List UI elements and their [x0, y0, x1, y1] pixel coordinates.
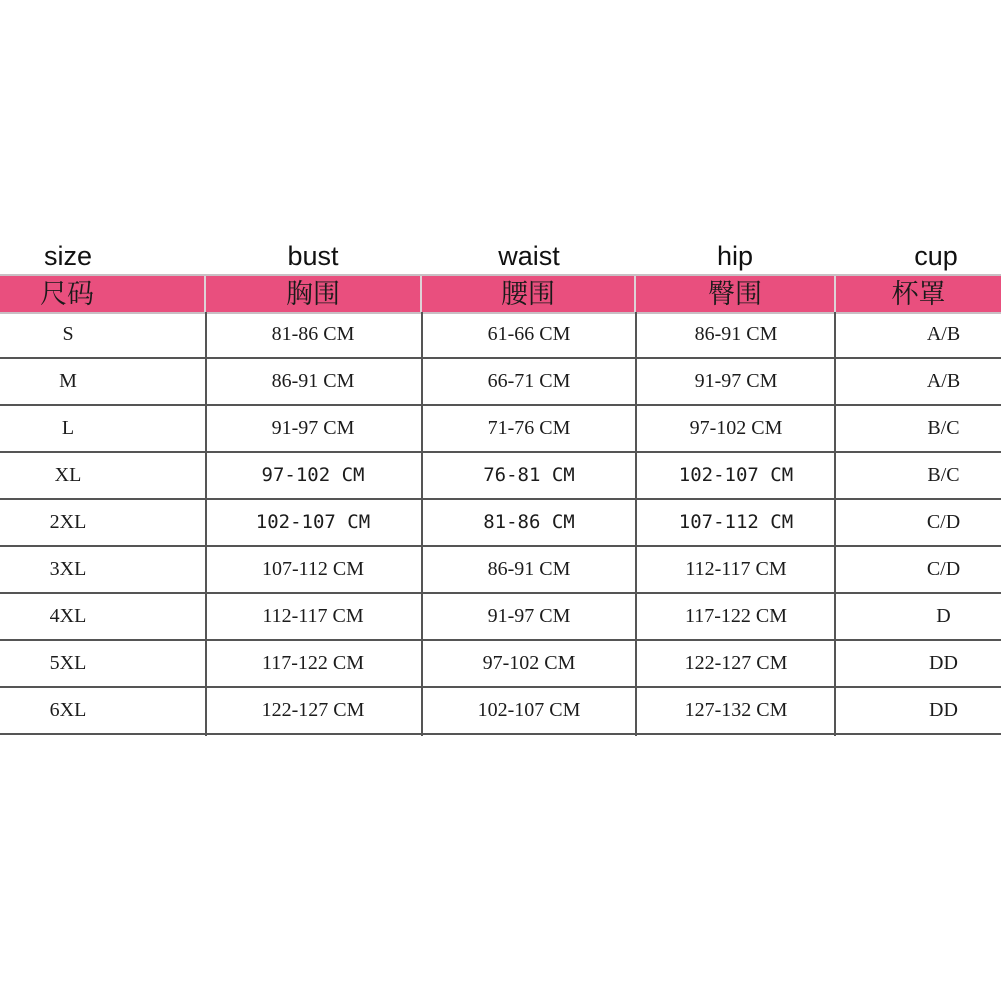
header-hip: hip [716, 241, 754, 271]
cell-bust: 107-112 CM [261, 558, 365, 580]
header-cn-cup: 杯罩 [891, 279, 946, 310]
header-cn-bust: 胸围 [206, 276, 422, 312]
column-divider [635, 312, 637, 736]
table-row [0, 594, 1001, 641]
cell-size: 2XL [49, 511, 87, 533]
cell-hip: 122-127 CM [684, 652, 788, 674]
cell-waist: 71-76 CM [487, 417, 571, 439]
column-divider [834, 312, 836, 736]
cell-hip: 112-117 CM [685, 558, 787, 580]
cell-hip: 127-132 CM [684, 699, 788, 721]
table-row [0, 641, 1001, 688]
cell-size: M [59, 370, 77, 392]
header-cn-hip: 臀围 [636, 276, 836, 312]
cell-bust: 117-122 CM [261, 652, 365, 674]
cell-cup: C/D [926, 511, 961, 533]
cell-hip: 86-91 CM [694, 323, 778, 345]
table-row [0, 312, 1001, 359]
cell-bust: 97-102 CM [261, 464, 365, 486]
cell-hip: 91-97 CM [694, 370, 778, 392]
cell-cup: B/C [927, 417, 960, 439]
cell-hip: 107-112 CM [678, 511, 794, 533]
cell-size: 3XL [49, 558, 87, 580]
cell-bust: 86-91 CM [271, 370, 355, 392]
cell-cup: A/B [926, 323, 961, 345]
table-row [0, 453, 1001, 500]
cell-waist: 91-97 CM [487, 605, 571, 627]
cell-waist: 102-107 CM [477, 699, 581, 721]
cell-bust: 91-97 CM [271, 417, 355, 439]
table-row [0, 359, 1001, 406]
cell-hip: 97-102 CM [689, 417, 783, 439]
cell-size: S [62, 323, 74, 345]
cell-waist: 81-86 CM [483, 511, 575, 533]
cell-size: L [61, 417, 75, 439]
cell-cup: D [936, 605, 951, 627]
cell-size: 6XL [49, 699, 87, 721]
chinese-header-band [0, 274, 1001, 314]
cell-cup: A/B [926, 370, 961, 392]
cell-bust: 81-86 CM [271, 323, 355, 345]
cell-cup: C/D [926, 558, 961, 580]
cell-waist: 66-71 CM [487, 370, 571, 392]
cell-waist: 61-66 CM [487, 323, 571, 345]
cell-bust: 122-127 CM [261, 699, 365, 721]
header-bust: bust [287, 241, 339, 271]
cell-size: 4XL [49, 605, 87, 627]
table-row [0, 500, 1001, 547]
cell-size: XL [54, 464, 82, 486]
column-divider [205, 312, 207, 736]
cell-waist: 76-81 CM [483, 464, 575, 486]
header-cn-size: 尺码 [0, 276, 206, 312]
cell-hip: 102-107 CM [678, 464, 794, 486]
cell-bust: 112-117 CM [262, 605, 364, 627]
cell-cup: DD [929, 652, 958, 674]
table-row [0, 406, 1001, 453]
cell-waist: 97-102 CM [482, 652, 576, 674]
english-header-row [0, 236, 1001, 272]
table-row [0, 688, 1001, 735]
header-cup: cup [914, 241, 958, 271]
cell-waist: 86-91 CM [487, 558, 571, 580]
cell-bust: 102-107 CM [255, 511, 371, 533]
cell-size: 5XL [49, 652, 87, 674]
cell-cup: DD [929, 699, 958, 721]
cell-hip: 117-122 CM [684, 605, 788, 627]
column-divider [421, 312, 423, 736]
header-size: size [43, 241, 92, 271]
cell-cup: B/C [927, 464, 960, 486]
header-cn-waist: 腰围 [422, 276, 636, 312]
table-row [0, 547, 1001, 594]
header-waist: waist [498, 241, 560, 271]
